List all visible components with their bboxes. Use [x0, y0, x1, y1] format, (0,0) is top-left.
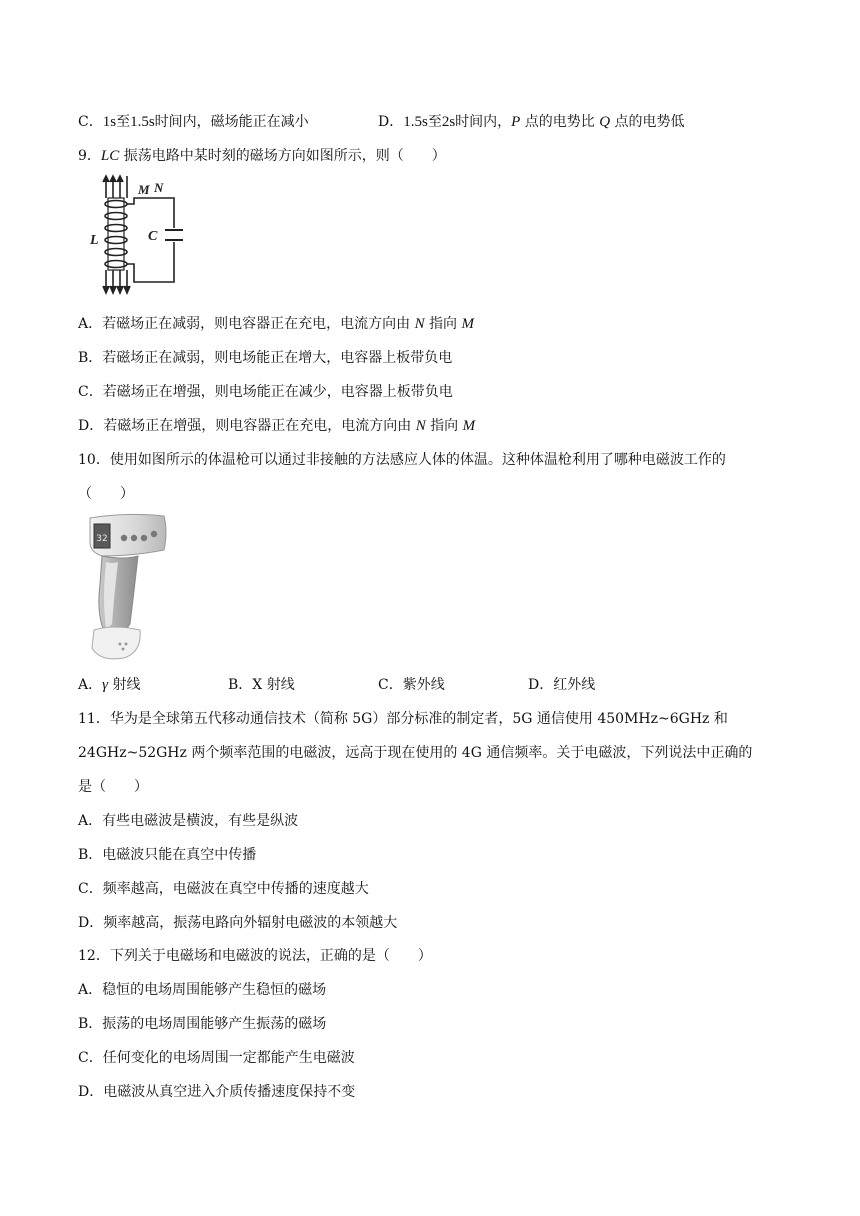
q12-option-c: C．任何变化的电场周围一定都能产生电磁波 — [78, 1050, 355, 1066]
q12-option-b: B．振荡的电场周围能够产生振荡的磁场 — [78, 1016, 327, 1032]
q12-option-d: D．电磁波从真空进入介质传播速度保持不变 — [78, 1084, 356, 1100]
label-c: C — [148, 229, 158, 244]
q11-option-a: A．有些电磁波是横波，有些是纵波 — [78, 813, 299, 829]
label-m: M — [138, 182, 150, 197]
q11-option-d: D．频率越高，振荡电路向外辐射电磁波的本领越大 — [78, 915, 398, 931]
q9-option-d: D．若磁场正在增强，则电容器正在充电，电流方向由 N 指向 M — [78, 418, 476, 434]
thermometer-screen-text: 32 — [96, 534, 108, 544]
q10-option-b: B．X 射线 — [228, 677, 295, 693]
q12-stem: 12．下列关于电磁场和电磁波的说法，正确的是（ ） — [78, 948, 432, 964]
q11-option-b: B．电磁波只能在真空中传播 — [78, 847, 257, 863]
thermometer-gun-image — [84, 512, 170, 664]
q10-stem-line2: （ ） — [78, 486, 134, 502]
label-l: L — [90, 233, 99, 248]
q10-option-c: C．紫外线 — [378, 677, 445, 693]
lc-circuit-figure — [88, 174, 188, 296]
q8-option-d: D．1.5s至2s时间内，P 点的电势比 Q 点的电势低 — [378, 114, 685, 130]
q9-option-b: B．若磁场正在减弱，则电场能正在增大，电容器上板带负电 — [78, 350, 453, 366]
q11-stem-line1: 11．华为是全球第五代移动通信技术（简称 5G）部分标准的制定者，5G 通信使用 450MHz~6GHz 和 — [78, 711, 728, 727]
q10-option-a: A．γ 射线 — [78, 677, 141, 693]
q9-option-a: A．若磁场正在减弱，则电容器正在充电，电流方向由 N 指向 M — [78, 316, 474, 332]
q9-option-c: C．若磁场正在增强，则电场能正在减少，电容器上板带负电 — [78, 384, 453, 400]
q11-option-c: C．频率越高，电磁波在真空中传播的速度越大 — [78, 881, 369, 897]
q11-stem-line3: 是（ ） — [78, 779, 148, 795]
q10-stem-line1: 10．使用如图所示的体温枪可以通过非接触的方法感应人体的体温。这种体温枪利用了哪种电磁波工作的 — [78, 452, 726, 468]
q8-option-c: C．1s至1.5s时间内，磁场能正在减小 — [78, 114, 309, 130]
q9-stem: 9．LC 振荡电路中某时刻的磁场方向如图所示，则（ ） — [78, 148, 446, 164]
q10-option-d: D．红外线 — [528, 677, 596, 693]
label-n: N — [154, 180, 164, 195]
q12-option-a: A．稳恒的电场周围能够产生稳恒的磁场 — [78, 982, 327, 998]
q11-stem-line2: 24GHz~52GHz 两个频率范围的电磁波，远高于现在使用的 4G 通信频率。关于电磁波，下列说法中正确的 — [78, 745, 753, 761]
